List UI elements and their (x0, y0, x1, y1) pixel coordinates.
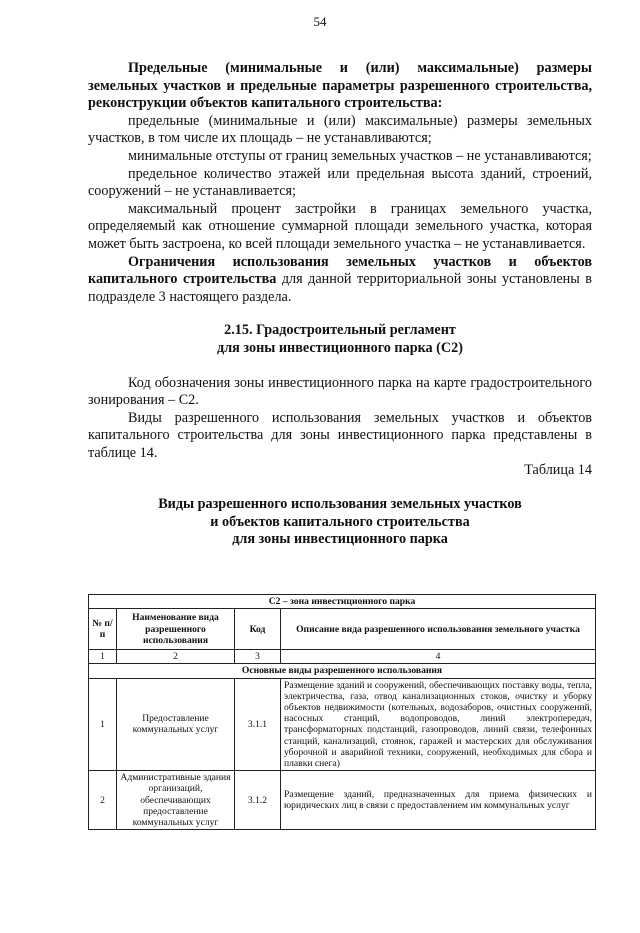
document-body (88, 60, 592, 567)
restrictions-bold-text: Ограничения использования земельных участков и объектов капитального строительства (88, 253, 592, 288)
restrictions-paragraph (88, 254, 592, 307)
intro-paragraph-2: минимальные отступы от границ земельных участков – не устанавливаются; (128, 147, 592, 164)
intro-heading-text: Предельные (минимальные и (или) максимальные) размеры земельных участков и предельные параметры разрешенного строительства, реконструкции объектов капитального строительства: (88, 60, 592, 112)
section-title-line-2: для зоны инвестиционного парка (С2) (217, 339, 463, 356)
row-name: Предоставление коммунальных услуг (117, 678, 235, 771)
section-title-line-1: 2.15. Градостроительный регламент (224, 322, 456, 339)
section-paragraph-1: Код обозначения зоны инвестиционного парка на карте градостроительного зонирования – С2. (88, 374, 592, 409)
section-paragraph-2: Виды разрешенного использования земельных участков и объектов капитального строительства для зоны инвестиционного парка представлены в таблице 14. (88, 409, 592, 461)
group-title: Основные виды разрешенного использования (89, 664, 596, 678)
header-name: Наименование вида разрешенного использования (117, 609, 235, 650)
index-cell: 4 (281, 650, 596, 664)
intro-paragraph-4: максимальный процент застройки в границах земельного участка, определяемый как отношение суммарной площади земельного участка, которая может быть застроена, ко всей площади земельного участка – не устанавливается. (88, 200, 592, 252)
intro-paragraph-1: предельные (минимальные и (или) максимальные) размеры земельных участков, в том числе их площадь – не устанавливаются; (88, 112, 592, 147)
table-label: Таблица 14 (524, 462, 592, 479)
header-code: Код (235, 609, 281, 650)
land-use-table (88, 594, 596, 830)
row-code: 3.1.2 (235, 771, 281, 830)
restrictions-text: для данной территориальной зоны установлены в подразделе 3 настоящего раздела. (88, 271, 592, 305)
table-caption-line-2: и объектов капитального строительства (210, 513, 470, 530)
table-caption-line-3: для зоны инвестиционного парка (232, 531, 448, 548)
row-name: Административные здания организаций, обеспечивающих предоставление коммунальных услуг (117, 771, 235, 830)
row-num: 2 (89, 771, 117, 830)
table-row (89, 771, 596, 830)
row-desc: Размещение зданий и сооружений, обеспечивающих поставку воды, тепла, электричества, газа, отвод канализационных стоков, очистку и уборку объектов недвижимости (котельных, водозаборов, очистных сооружений, насосных станций, водопроводов, линий электропередач, трансформаторных подстанций, газопроводов, линий связи, телефонных станций, канализаций, стоянок, гаражей и мастерских для обслуживания уборочной и аварийной техники, сооружений, необходимых для сбора и плавки снега) (281, 678, 596, 771)
intro-heading (88, 60, 592, 113)
header-num: № п/п (89, 609, 117, 650)
index-cell: 3 (235, 650, 281, 664)
table-header-row (89, 609, 596, 650)
page-number: 54 (313, 14, 327, 29)
index-cell: 2 (117, 650, 235, 664)
row-desc: Размещение зданий, предназначенных для приема физических и юридических лиц в связи с предоставлением им коммунальных услуг (281, 771, 596, 830)
header-desc: Описание вида разрешенного использования земельного участка (281, 609, 596, 650)
table-row (89, 678, 596, 771)
zone-title: С2 – зона инвестиционного парка (89, 595, 596, 609)
table-zone-row (89, 595, 596, 609)
index-cell: 1 (89, 650, 117, 664)
intro-paragraph-3: предельное количество этажей или предельная высота зданий, строений, сооружений – не устанавливается; (88, 165, 592, 200)
table-group-row (89, 664, 596, 678)
row-code: 3.1.1 (235, 678, 281, 771)
table-index-row (89, 650, 596, 664)
table-caption-line-1: Виды разрешенного использования земельных участков (158, 496, 522, 513)
section-title (88, 322, 592, 357)
table-caption (88, 496, 592, 549)
row-num: 1 (89, 678, 117, 771)
